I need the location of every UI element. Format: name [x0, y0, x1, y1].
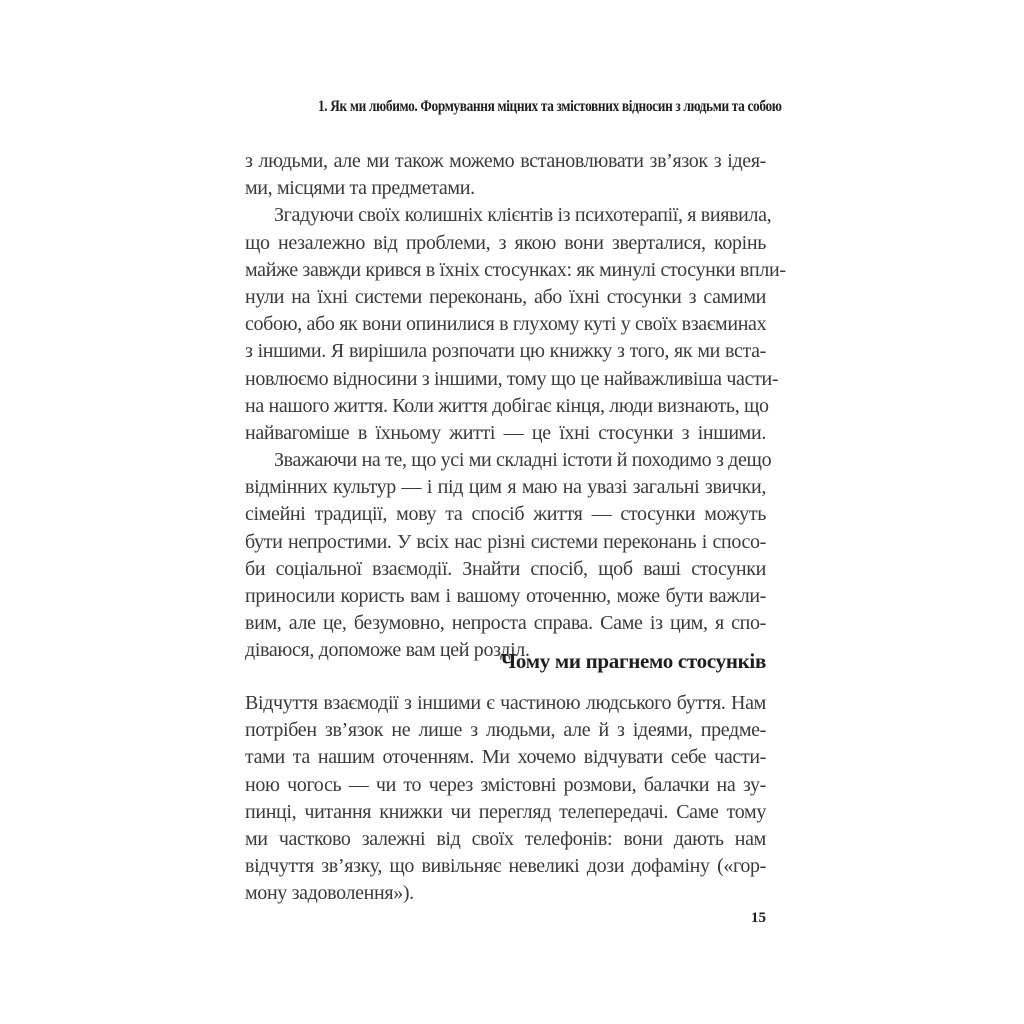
body-text-section-1 — [245, 148, 786, 665]
text-line: новлюємо відносини з іншими, тому що це найважливіша части- — [245, 367, 779, 390]
page-number: 15 — [751, 910, 766, 926]
text-line: потрібен зв’язок не лише з людьми, але й з ідеями, предме- — [245, 719, 766, 742]
text-line: Відчуття взаємодії з іншими є частиною людського буття. Нам — [245, 692, 766, 714]
text-line: би соціальної взаємодії. Знайти спосіб, щоб ваші стосунки — [245, 557, 766, 580]
text-line: найвагоміше в їхньому житті — це їхні стосунки з іншими. — [245, 421, 766, 444]
text-line: тами та нашим оточенням. Ми хочемо відчувати себе части- — [245, 746, 766, 769]
text-line: на нашого життя. Коли життя добігає кінця, люди визнають, що — [245, 394, 769, 417]
text-line: Зважаючи на те, що усі ми складні істоти й походимо з дещо — [274, 449, 772, 472]
text-line: ною чогось — чи то через змістовні розмови, балачки на зу- — [245, 773, 766, 796]
text-line: відмінних культур — і під цим я маю на увазі загальні звички, — [245, 476, 766, 499]
text-line: собою, або як вони опинилися в глухому куті у своїх взаєминах — [245, 313, 767, 336]
text-line: з іншими. Я вирішила розпочати цю книжку з того, як ми вста- — [245, 340, 766, 363]
text-line: приносили користь вам і вашому оточенню, може бути важли- — [245, 585, 766, 607]
text-line: вим, але це, безумовно, непроста справа. Саме із цим, я спо- — [245, 612, 766, 635]
text-line: мону задоволення»). — [245, 882, 414, 905]
text-line: майже завжди крився в їхніх стосунках: як минулі стосунки впли- — [245, 258, 786, 281]
text-line: бути непростими. У всіх нас різні системи переконань і спосо- — [245, 530, 766, 553]
text-line: діваюся, допоможе вам цей розділ. — [245, 639, 530, 662]
text-line: пинці, читання книжки чи перегляд телепередачі. Саме тому — [245, 800, 766, 823]
text-line: ми частково залежні від своїх телефонів: вони дають нам — [245, 827, 766, 850]
running-head: 1. Як ми любимо. Формування міцних та змістовних відносин з людьми та собою — [317, 98, 782, 115]
text-line: сімейні традиції, мову та спосіб життя — стосунки можуть — [245, 503, 766, 526]
text-line: ми, місцями та предметами. — [245, 177, 475, 200]
text-line: що незалежно від проблеми, з якою вони зверталися, корінь — [245, 231, 766, 254]
section-heading: Чому ми прагнемо стосунків — [500, 649, 766, 673]
body-text-section-2 — [245, 690, 766, 908]
text-line: відчуття зв’язку, що вивільняє невеликі дози дофаміну («гор- — [245, 855, 766, 878]
text-line: Згадуючи своїх колишніх клієнтів із психотерапії, я виявила, — [274, 204, 772, 227]
text-line: з людьми, але ми також можемо встановлювати зв’язок з ідея- — [245, 150, 766, 172]
text-line: нули на їхні системи переконань, або їхні стосунки з самими — [245, 285, 766, 308]
